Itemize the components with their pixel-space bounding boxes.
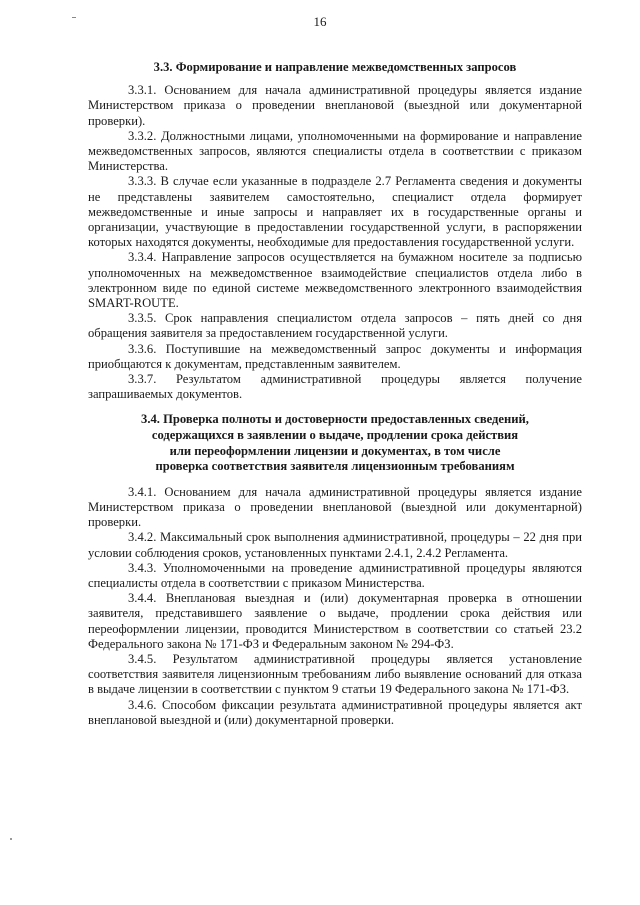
paragraph-3-4-3: 3.4.3. Уполномоченными на проведение административной процедуры являются специалисты отдела в соответствии с приказом Министерства.	[88, 560, 582, 591]
section-heading-line: содержащихся в заявлении о выдаче, продлении срока действия	[151, 428, 519, 443]
paragraph-3-4-4: 3.4.4. Внеплановая выездная и (или) документарная проверка в отношении заявителя, представившего заявление о выдаче, продлении срока действия или переоформлении лицензии, проводится Министерством в соответствии со статьей 23.2 Федерального закона № 171-ФЗ и Федеральным законом № 294-ФЗ.	[88, 591, 582, 651]
paragraph-3-3-5: 3.3.5. Срок направления специалистом отдела запросов – пять дней со дня обращения заявителя за предоставлением государственной услуги.	[88, 311, 582, 341]
paragraph-3-3-3: 3.3.3. В случае если указанные в подразделе 2.7 Регламента сведения и документы не представлены заявителем самостоятельно, специалист отдела формирует межведомственные и иные запросы и направляет их в государственные органы и организации, участвующие в предоставлении государственной услуги, в распоряжении которых находятся документы, необходимые для предоставления государственной услуги.	[88, 174, 582, 250]
paragraph-3-3-7: 3.3.7. Результатом административной процедуры является получение запрашиваемых документов.	[88, 372, 582, 402]
scan-artifact	[10, 838, 12, 840]
section-heading-line: проверка соответствия заявителя лицензионным требованиям	[155, 459, 515, 474]
paragraph-3-3-4: 3.3.4. Направление запросов осуществляется на бумажном носителе за подписью уполномоченных на межведомственное взаимодействие специалистов отдела либо в электронном виде по единой системе межведомственного электронного взаимодействия SMART-ROUTE.	[88, 250, 582, 311]
paragraph-3-4-6: 3.4.6. Способом фиксации результата административной процедуры является акт внеплановой выездной и (или) документарной проверки.	[88, 697, 582, 727]
paragraph-3-3-2: 3.3.2. Должностными лицами, уполномоченными на формирование и направление межведомственных запросов, являются специалисты отдела в соответствии с приказом Министерства.	[88, 128, 582, 174]
paragraph-3-3-6: 3.3.6. Поступившие на межведомственный запрос документы и информация приобщаются к документам, представленным заявителем.	[88, 341, 582, 371]
page-number: 16	[313, 14, 327, 29]
section-heading-line: 3.4. Проверка полноты и достоверности предоставленных сведений,	[141, 412, 529, 427]
section-heading-line: или переоформлении лицензии и документах, в том числе	[169, 443, 501, 458]
document-body	[88, 60, 582, 728]
paragraph-3-4-5: 3.4.5. Результатом административной процедуры является установление соответствия заявителя лицензионным требованиям либо выявление оснований для отказа в выдаче лицензии в соответствии с пунктом 9 статьи 19 Федерального закона № 171-ФЗ.	[88, 652, 582, 697]
paragraph-3-3-1: 3.3.1. Основанием для начала административной процедуры является издание Министерством приказа о проведении внеплановой (выездной или документарной проверки).	[88, 83, 582, 128]
paragraph-3-4-2: 3.4.2. Максимальный срок выполнения административной, процедуры – 22 дня при условии соблюдения сроков, установленных пунктами 2.4.1, 2.4.2 Регламента.	[88, 530, 582, 560]
section-heading-3-4	[88, 412, 582, 474]
section-heading-3-3: 3.3. Формирование и направление межведомственных запросов	[153, 60, 517, 74]
paragraph-3-4-1: 3.4.1. Основанием для начала административной процедуры является издание Министерством приказа о проведении внеплановой (выездной или документарной) проверки.	[88, 484, 582, 530]
